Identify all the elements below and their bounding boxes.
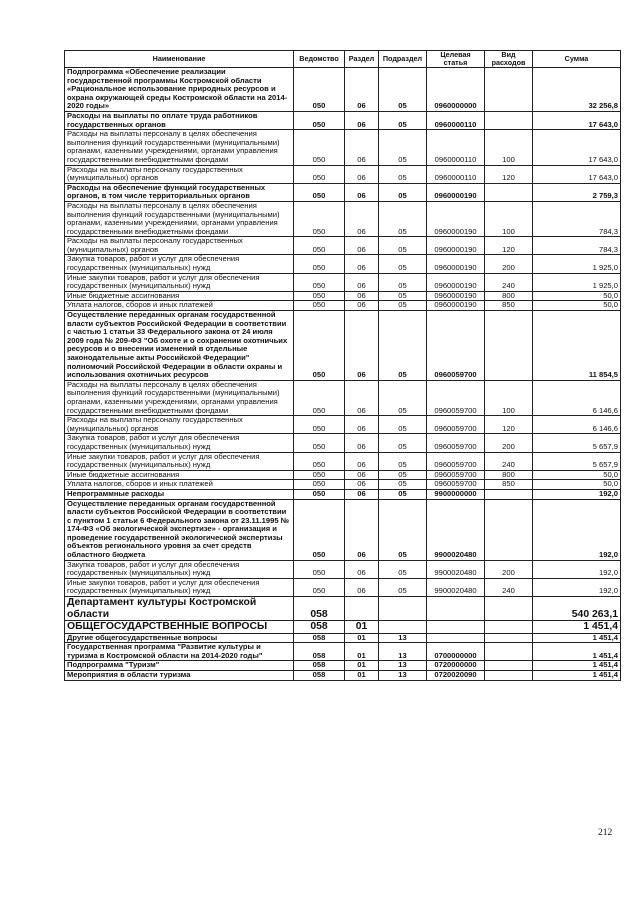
row-podrazdel: 05: [379, 255, 427, 273]
row-vedomstvo: 050: [294, 301, 345, 311]
table-row: [65, 201, 621, 236]
row-summa: 50,0: [533, 480, 621, 490]
table-row: [65, 237, 621, 255]
row-name: ОБЩЕГОСУДАРСТВЕННЫЕ ВОПРОСЫ: [65, 621, 294, 634]
header-vedomstvo: Ведомство: [294, 51, 345, 68]
row-vid-rashodov: 120: [485, 237, 533, 255]
budget-table-sheet: [64, 50, 620, 681]
row-podrazdel: 05: [379, 291, 427, 301]
row-vedomstvo: 050: [294, 489, 345, 499]
row-summa: 1 451,4: [533, 670, 621, 680]
row-vedomstvo: 050: [294, 380, 345, 415]
row-vid-rashodov: 800: [485, 291, 533, 301]
row-razdel: 06: [345, 578, 379, 596]
row-celevaya-statya: 0960059700: [427, 416, 485, 434]
row-vedomstvo: 050: [294, 237, 345, 255]
row-summa: 192,0: [533, 499, 621, 560]
row-summa: 1 925,0: [533, 273, 621, 291]
row-celevaya-statya: 0960059700: [427, 434, 485, 452]
row-vid-rashodov: 240: [485, 578, 533, 596]
row-summa: 192,0: [533, 560, 621, 578]
row-razdel: 06: [345, 416, 379, 434]
row-vedomstvo: 050: [294, 111, 345, 129]
row-celevaya-statya: 0960000110: [427, 130, 485, 165]
table-row: [65, 434, 621, 452]
row-celevaya-statya: 0960059700: [427, 470, 485, 480]
table-row: [65, 670, 621, 680]
row-name: Расходы на выплаты по оплате труда работников государственных органов: [65, 111, 294, 129]
row-name: Расходы на выплаты персоналу государственных (муниципальных) органов: [65, 416, 294, 434]
row-razdel: 01: [345, 633, 379, 643]
row-celevaya-statya: 0960059700: [427, 480, 485, 490]
row-podrazdel: 05: [379, 183, 427, 201]
row-razdel: 06: [345, 499, 379, 560]
row-vedomstvo: 058: [294, 643, 345, 661]
row-razdel: 06: [345, 434, 379, 452]
row-vedomstvo: 050: [294, 130, 345, 165]
row-podrazdel: 13: [379, 643, 427, 661]
row-razdel: 06: [345, 311, 379, 381]
table-row: [65, 111, 621, 129]
row-vid-rashodov: 200: [485, 434, 533, 452]
row-vid-rashodov: [485, 643, 533, 661]
table-row: [65, 165, 621, 183]
row-vid-rashodov: [485, 489, 533, 499]
row-vedomstvo: 058: [294, 661, 345, 671]
row-razdel: 06: [345, 111, 379, 129]
row-podrazdel: 05: [379, 489, 427, 499]
table-row: [65, 291, 621, 301]
table-row: [65, 560, 621, 578]
row-summa: 1 451,4: [533, 643, 621, 661]
row-vedomstvo: 058: [294, 670, 345, 680]
row-name: Подпрограмма «Обеспечение реализации государственной программы Костромской области «Рациональное использование природных ресурсов и охрана окружающей среды Костромской области на 2014-2020 годы»: [65, 68, 294, 112]
table-row: [65, 301, 621, 311]
table-row: [65, 130, 621, 165]
row-name: Расходы на выплаты персоналу в целях обеспечения выполнения функций государственными (муниципальными) органами, казенными учреждениями, органами управления государственными внебюджетными фондами: [65, 201, 294, 236]
row-vedomstvo: 050: [294, 311, 345, 381]
row-razdel: 06: [345, 291, 379, 301]
row-name: Другие общегосударственные вопросы: [65, 633, 294, 643]
row-summa: 50,0: [533, 301, 621, 311]
row-summa: 1 451,4: [533, 633, 621, 643]
table-row: [65, 643, 621, 661]
row-podrazdel: 05: [379, 273, 427, 291]
row-podrazdel: 13: [379, 633, 427, 643]
row-podrazdel: 05: [379, 434, 427, 452]
row-podrazdel: 05: [379, 470, 427, 480]
row-vid-rashodov: 120: [485, 416, 533, 434]
row-razdel: 06: [345, 201, 379, 236]
header-summa: Сумма: [533, 51, 621, 68]
row-celevaya-statya: [427, 597, 485, 621]
row-celevaya-statya: 0720020090: [427, 670, 485, 680]
row-vid-rashodov: 240: [485, 273, 533, 291]
row-name: Расходы на выплаты персоналу в целях обеспечения выполнения функций государственными (муниципальными) органами, казенными учреждениями, органами управления государственными внебюджетными фондами: [65, 380, 294, 415]
row-name: Иные закупки товаров, работ и услуг для обеспечения государственных (муниципальных) нужд: [65, 273, 294, 291]
row-vedomstvo: 050: [294, 452, 345, 470]
row-name: Закупка товаров, работ и услуг для обеспечения государственных (муниципальных) нужд: [65, 255, 294, 273]
row-celevaya-statya: 0960000190: [427, 201, 485, 236]
row-vid-rashodov: 240: [485, 452, 533, 470]
header-celevaya-statya: Целевая статья: [427, 51, 485, 68]
row-podrazdel: 05: [379, 452, 427, 470]
row-vedomstvo: 050: [294, 560, 345, 578]
row-razdel: 06: [345, 480, 379, 490]
row-podrazdel: 05: [379, 201, 427, 236]
row-celevaya-statya: 0960000000: [427, 68, 485, 112]
row-vedomstvo: 050: [294, 68, 345, 112]
row-podrazdel: 13: [379, 661, 427, 671]
row-summa: 6 146,6: [533, 380, 621, 415]
row-summa: 1 451,4: [533, 661, 621, 671]
row-summa: 6 146,6: [533, 416, 621, 434]
row-vid-rashodov: 100: [485, 201, 533, 236]
row-podrazdel: [379, 621, 427, 634]
row-podrazdel: 05: [379, 311, 427, 381]
row-celevaya-statya: 0960000190: [427, 273, 485, 291]
row-vid-rashodov: [485, 68, 533, 112]
row-summa: 5 657,9: [533, 452, 621, 470]
table-row: [65, 480, 621, 490]
row-name: Иные закупки товаров, работ и услуг для обеспечения государственных (муниципальных) нужд: [65, 452, 294, 470]
row-vid-rashodov: [485, 661, 533, 671]
row-razdel: 01: [345, 661, 379, 671]
row-razdel: 06: [345, 470, 379, 480]
row-celevaya-statya: 9900020480: [427, 560, 485, 578]
row-name: Расходы на выплаты персоналу государственных (муниципальных) органов: [65, 237, 294, 255]
row-celevaya-statya: 0960000190: [427, 255, 485, 273]
row-summa: 192,0: [533, 578, 621, 596]
table-body: [65, 68, 621, 681]
row-name: Закупка товаров, работ и услуг для обеспечения государственных (муниципальных) нужд: [65, 434, 294, 452]
row-vedomstvo: 050: [294, 255, 345, 273]
header-razdel: Раздел: [345, 51, 379, 68]
row-name: Расходы на выплаты персоналу государственных (муниципальных) органов: [65, 165, 294, 183]
row-name: Государственная программа "Развитие культуры и туризма в Костромской области на 2014-2020 годы": [65, 643, 294, 661]
row-podrazdel: 05: [379, 165, 427, 183]
row-razdel: 06: [345, 255, 379, 273]
row-razdel: 06: [345, 183, 379, 201]
row-razdel: 06: [345, 560, 379, 578]
row-celevaya-statya: 0960059700: [427, 452, 485, 470]
row-vid-rashodov: [485, 499, 533, 560]
row-celevaya-statya: 0700000000: [427, 643, 485, 661]
row-name: Осуществление переданных органам государственной власти субъектов Российской Федерации в соответствии с частью 1 статьи 33 Федерального закона от 24 июля 2009 года № 209-ФЗ "Об охоте и о сохранении охотничьих ресурсов и о внесении изменений в отдельные законодательные акты Российской Федерации" полномочий Российской Федерации в области охраны и использования охотничьих ресурсов: [65, 311, 294, 381]
row-vedomstvo: 058: [294, 597, 345, 621]
row-name: Департамент культуры Костромской области: [65, 597, 294, 621]
row-summa: 2 759,3: [533, 183, 621, 201]
row-vedomstvo: 058: [294, 621, 345, 634]
row-vid-rashodov: [485, 111, 533, 129]
row-razdel: 06: [345, 130, 379, 165]
row-razdel: [345, 597, 379, 621]
row-celevaya-statya: 0960000190: [427, 301, 485, 311]
row-razdel: 06: [345, 452, 379, 470]
row-vedomstvo: 050: [294, 273, 345, 291]
row-summa: 784,3: [533, 237, 621, 255]
row-vedomstvo: 050: [294, 578, 345, 596]
row-vedomstvo: 050: [294, 183, 345, 201]
row-vid-rashodov: [485, 670, 533, 680]
table-row: [65, 416, 621, 434]
row-celevaya-statya: 0960000190: [427, 237, 485, 255]
row-vid-rashodov: 800: [485, 470, 533, 480]
row-vedomstvo: 050: [294, 480, 345, 490]
row-vid-rashodov: [485, 621, 533, 634]
row-vedomstvo: 050: [294, 165, 345, 183]
header-name: Наименование: [65, 51, 294, 68]
row-name: Мероприятия в области туризма: [65, 670, 294, 680]
row-vedomstvo: 050: [294, 416, 345, 434]
row-vid-rashodov: 200: [485, 255, 533, 273]
row-razdel: 06: [345, 301, 379, 311]
row-celevaya-statya: 0960000190: [427, 183, 485, 201]
row-vedomstvo: 050: [294, 201, 345, 236]
row-summa: 50,0: [533, 470, 621, 480]
row-vedomstvo: 050: [294, 470, 345, 480]
row-vid-rashodov: 850: [485, 301, 533, 311]
row-celevaya-statya: 0960059700: [427, 380, 485, 415]
table-row: [65, 273, 621, 291]
row-podrazdel: 05: [379, 111, 427, 129]
row-podrazdel: 05: [379, 416, 427, 434]
row-podrazdel: 05: [379, 380, 427, 415]
row-summa: 17 643,0: [533, 111, 621, 129]
budget-table: [64, 50, 621, 681]
row-name: Уплата налогов, сборов и иных платежей: [65, 480, 294, 490]
row-summa: 5 657,9: [533, 434, 621, 452]
row-summa: 17 643,0: [533, 165, 621, 183]
row-vid-rashodov: [485, 633, 533, 643]
row-celevaya-statya: 9900000000: [427, 489, 485, 499]
row-razdel: 01: [345, 670, 379, 680]
row-podrazdel: 05: [379, 68, 427, 112]
row-celevaya-statya: 9900020480: [427, 499, 485, 560]
row-razdel: 01: [345, 621, 379, 634]
header-podrazdel: Подраздел: [379, 51, 427, 68]
row-podrazdel: [379, 597, 427, 621]
row-summa: 540 263,1: [533, 597, 621, 621]
row-podrazdel: 05: [379, 301, 427, 311]
row-podrazdel: 13: [379, 670, 427, 680]
row-name: Иные закупки товаров, работ и услуг для обеспечения государственных (муниципальных) нужд: [65, 578, 294, 596]
row-summa: 1 925,0: [533, 255, 621, 273]
row-razdel: 06: [345, 489, 379, 499]
header-vid-rashodov: Вид расходов: [485, 51, 533, 68]
table-row: [65, 183, 621, 201]
row-celevaya-statya: [427, 633, 485, 643]
row-razdel: 06: [345, 237, 379, 255]
row-summa: 192,0: [533, 489, 621, 499]
row-razdel: 06: [345, 273, 379, 291]
row-podrazdel: 05: [379, 480, 427, 490]
table-row: [65, 68, 621, 112]
row-summa: 11 854,5: [533, 311, 621, 381]
row-razdel: 06: [345, 380, 379, 415]
table-row: [65, 621, 621, 634]
table-row: [65, 452, 621, 470]
table-row: [65, 489, 621, 499]
row-summa: 32 256,8: [533, 68, 621, 112]
page-number: 212: [598, 828, 613, 838]
table-row: [65, 597, 621, 621]
row-name: Расходы на выплаты персоналу в целях обеспечения выполнения функций государственными (муниципальными) органами, казенными учреждениями, органами управления государственными внебюджетными фондами: [65, 130, 294, 165]
row-name: Непрограммные расходы: [65, 489, 294, 499]
row-vid-rashodov: 850: [485, 480, 533, 490]
table-row: [65, 578, 621, 596]
row-vid-rashodov: 200: [485, 560, 533, 578]
row-razdel: 06: [345, 165, 379, 183]
row-name: Закупка товаров, работ и услуг для обеспечения государственных (муниципальных) нужд: [65, 560, 294, 578]
row-podrazdel: 05: [379, 560, 427, 578]
table-row: [65, 499, 621, 560]
row-name: Уплата налогов, сборов и иных платежей: [65, 301, 294, 311]
row-name: Расходы на обеспечение функций государственных органов, в том числе территориальных органов: [65, 183, 294, 201]
table-row: [65, 470, 621, 480]
row-name: Подпрограмма "Туризм": [65, 661, 294, 671]
row-name: Иные бюджетные ассигнования: [65, 291, 294, 301]
row-celevaya-statya: 0960000190: [427, 291, 485, 301]
table-row: [65, 633, 621, 643]
row-vedomstvo: 050: [294, 434, 345, 452]
row-celevaya-statya: 9900020480: [427, 578, 485, 596]
row-podrazdel: 05: [379, 130, 427, 165]
row-podrazdel: 05: [379, 237, 427, 255]
row-celevaya-statya: 0960059700: [427, 311, 485, 381]
row-vid-rashodov: [485, 311, 533, 381]
row-razdel: 06: [345, 68, 379, 112]
row-vedomstvo: 050: [294, 499, 345, 560]
table-row: [65, 380, 621, 415]
row-name: Осуществление переданных органам государственной власти субъектов Российской Федерации в соответствии с пунктом 1 статьи 6 Федерального закона от 23.11.1995 № 174-ФЗ «Об экологической экспертизе» - организация и проведение государственной экологической экспертизы объектов регионального уровня за счет средств областного бюджета: [65, 499, 294, 560]
row-vedomstvo: 058: [294, 633, 345, 643]
row-summa: 784,3: [533, 201, 621, 236]
row-name: Иные бюджетные ассигнования: [65, 470, 294, 480]
row-summa: 1 451,4: [533, 621, 621, 634]
row-summa: 50,0: [533, 291, 621, 301]
row-celevaya-statya: 0960000110: [427, 111, 485, 129]
row-celevaya-statya: [427, 621, 485, 634]
row-summa: 17 643,0: [533, 130, 621, 165]
row-podrazdel: 05: [379, 578, 427, 596]
row-vid-rashodov: [485, 183, 533, 201]
table-header-row: [65, 51, 621, 68]
row-vid-rashodov: 100: [485, 380, 533, 415]
row-vid-rashodov: [485, 597, 533, 621]
row-podrazdel: 05: [379, 499, 427, 560]
table-row: [65, 255, 621, 273]
row-vedomstvo: 050: [294, 291, 345, 301]
row-vid-rashodov: 100: [485, 130, 533, 165]
table-row: [65, 661, 621, 671]
row-vid-rashodov: 120: [485, 165, 533, 183]
row-celevaya-statya: 0720000000: [427, 661, 485, 671]
table-row: [65, 311, 621, 381]
row-celevaya-statya: 0960000110: [427, 165, 485, 183]
row-razdel: 01: [345, 643, 379, 661]
